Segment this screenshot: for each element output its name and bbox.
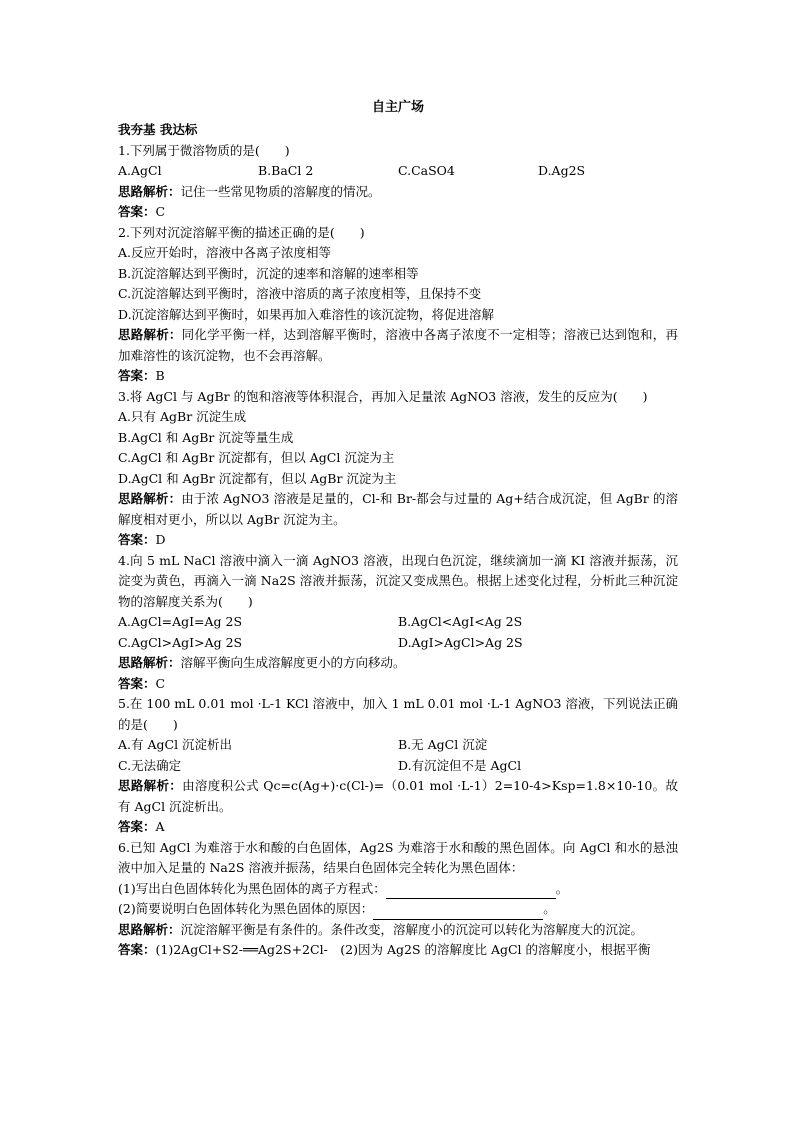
page-title: 自主广场 xyxy=(371,100,424,115)
question-6-stem: 6.已知 AgCl 为难溶于水和酸的白色固体，Ag2S 为难溶于水和酸的黑色固体。向 AgCl 和水的悬浊液中加入足量的 Na2S 溶液并振荡，结果白色固体完全转化为黑色固体： xyxy=(118,839,678,875)
question-5-analysis: 思路解析：由溶度积公式 Qc=c(Ag+)·c(Cl-)=（0.01 mol ·L-1）2=10-4>Ksp=1.8×10-10。故有 AgCl 沉淀析出。 xyxy=(118,778,678,814)
option-b: B.AgCl<AgI<Ag 2S xyxy=(398,614,523,629)
question-1-options xyxy=(118,161,678,182)
question-5-stem: 5.在 100 mL 0.01 mol ·L-1 KCl 溶液中，加入 1 mL 0.01 mol ·L-1 AgNO3 溶液，下列说法正确的是( ) xyxy=(118,696,678,732)
answer-blank-2[interactable] xyxy=(373,905,543,920)
option-c: C.无法确定 xyxy=(118,757,182,773)
question-5-options-row-1 xyxy=(118,735,678,756)
question-3-stem: 3.将 AgCl 与 AgBr 的饱和溶液等体积混合，再加入足量浓 AgNO3 溶液，发生的反应为( ) xyxy=(118,388,648,404)
option-d: D.有沉淀但不是 AgCl xyxy=(398,757,522,773)
question-3-answer: 答案：D xyxy=(118,532,166,547)
option-b: B.BaCl 2 xyxy=(258,163,314,178)
question-3-analysis: 思路解析：由于浓 AgNO3 溶液是足量的，Cl-和 Br-都会与过量的 Ag+结合成沉淀，但 AgBr 的溶解度相对更小，所以以 AgBr 沉淀为主。 xyxy=(118,491,678,527)
question-5-options-row-2 xyxy=(118,756,678,777)
option-d: D.AgCl 和 AgBr 沉淀都有，但以 AgBr 沉淀为主 xyxy=(118,470,397,486)
question-2-answer: 答案：B xyxy=(118,368,165,383)
question-2-stem: 2.下列对沉淀溶解平衡的描述正确的是( ) xyxy=(118,224,365,240)
option-d: D.Ag2S xyxy=(538,163,586,178)
question-6-sub-2: (2)简要说明白色固体转化为黑色固体的原因： 。 xyxy=(118,899,678,920)
option-a: A.AgCl=AgI=Ag 2S xyxy=(118,614,243,629)
question-4-stem: 4.向 5 mL NaCl 溶液中滴入一滴 AgNO3 溶液，出现白色沉淀，继续滴加一滴 KI 溶液并振荡，沉淀变为黄色，再滴入一滴 Na2S 溶液并振荡，沉淀又变成黑色。根据上述变化过程，分析此三种沉淀物的溶解度关系为( ) xyxy=(118,552,678,609)
question-6-analysis: 思路解析：沉淀溶解平衡是有条件的。条件改变，溶解度小的沉淀可以转化为溶解度大的沉淀。 xyxy=(118,921,644,937)
question-6-sub-1: (1)写出白色固体转化为黑色固体的离子方程式： 。 xyxy=(118,879,678,900)
analysis-label: 思路解析： xyxy=(118,183,181,199)
question-4-options-row-1 xyxy=(118,612,678,633)
option-a: A.AgCl xyxy=(118,163,162,178)
question-2-analysis: 思路解析：同化学平衡一样，达到溶解平衡时，溶液中各离子浓度不一定相等；溶液已达到饱和，再加难溶性的该沉淀物，也不会再溶解。 xyxy=(118,327,678,363)
question-1-stem: 1.下列属于微溶物质的是( ) xyxy=(118,142,290,158)
answer-label: 答案： xyxy=(118,204,156,219)
option-b: B.无 AgCl 沉淀 xyxy=(398,737,488,752)
answer-blank-1[interactable] xyxy=(386,884,556,899)
document-page xyxy=(118,98,678,961)
option-a: A.有 AgCl 沉淀析出 xyxy=(118,737,233,752)
option-a: A.只有 AgBr 沉淀生成 xyxy=(118,409,247,424)
option-d: D.沉淀溶解达到平衡时，如果再加入难溶性的该沉淀物，将促进溶解 xyxy=(118,306,495,322)
option-b: B.沉淀溶解达到平衡时，沉淀的速率和溶解的速率相等 xyxy=(118,265,419,281)
option-c: C.沉淀溶解达到平衡时，溶液中溶质的离子浓度相等，且保持不变 xyxy=(118,286,482,301)
option-b: B.AgCl 和 AgBr 沉淀等量生成 xyxy=(118,429,294,445)
question-1-answer: 答案：C xyxy=(118,204,166,219)
section-heading: 我夯基 我达标 xyxy=(118,122,198,137)
question-1-analysis: 思路解析：记住一些常见物质的溶解度的情况。 xyxy=(118,183,381,199)
option-c: C.AgCl>AgI>Ag 2S xyxy=(118,634,243,650)
question-4-options-row-2 xyxy=(118,633,678,654)
option-d: D.AgI>AgCl>Ag 2S xyxy=(398,634,523,650)
question-5-answer: 答案：A xyxy=(118,819,165,834)
question-4-analysis: 思路解析：溶解平衡向生成溶解度更小的方向移动。 xyxy=(118,655,406,670)
option-c: C.AgCl 和 AgBr 沉淀都有，但以 AgCl 沉淀为主 xyxy=(118,450,395,465)
question-4-answer: 答案：C xyxy=(118,675,166,691)
option-a: A.反应开始时，溶液中各离子浓度相等 xyxy=(118,245,332,260)
option-c: C.CaSO4 xyxy=(398,163,455,178)
question-6-answer: 答案：(1)2AgCl+S2-══Ag2S+2Cl- (2)因为 Ag2S 的溶解度比 AgCl 的溶解度小，根据平衡 xyxy=(118,942,651,957)
